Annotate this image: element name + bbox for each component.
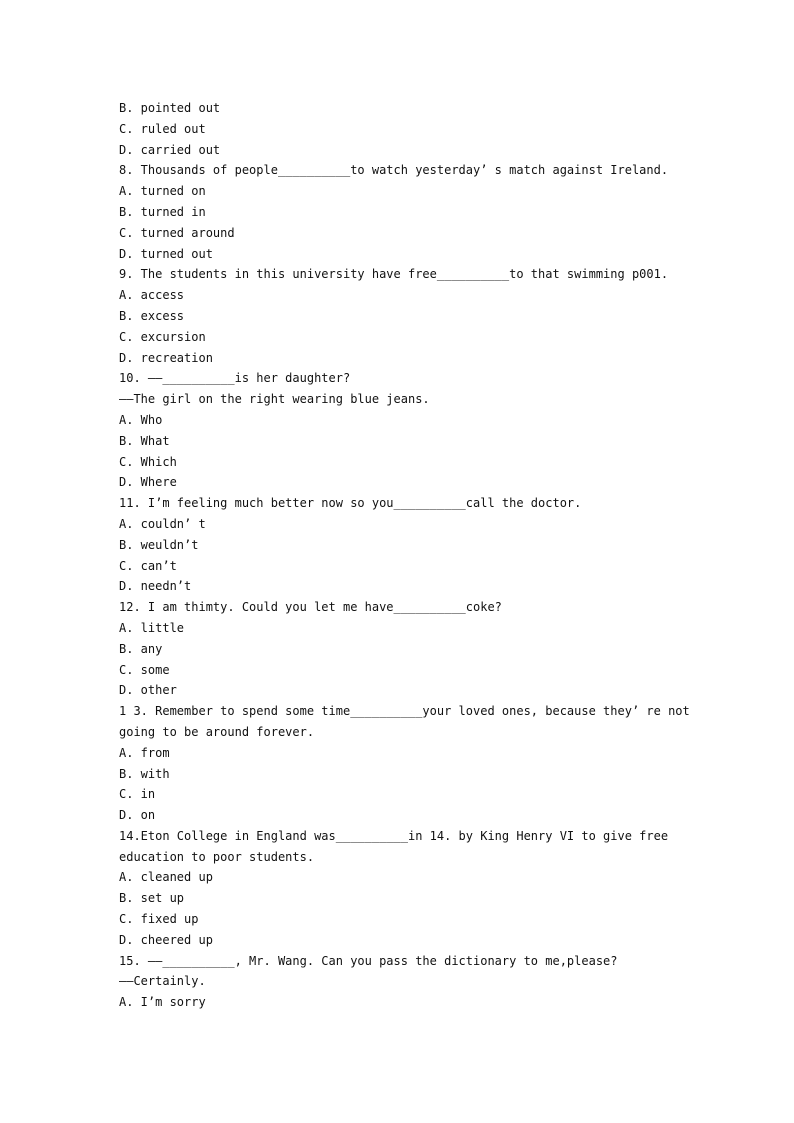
option-line: D. other bbox=[119, 683, 177, 698]
option-line: B. with bbox=[119, 766, 170, 781]
question-13: 1 3. Remember to spend some time__________your loved ones, because they’ re not bbox=[119, 704, 690, 719]
option-line: A. from bbox=[119, 745, 170, 760]
document-page bbox=[119, 98, 699, 1013]
question-14: 14.Eton College in England was__________in 14. by King Henry VI to give free bbox=[119, 828, 669, 843]
question-12: 12. I am thimty. Could you let me have__________coke? bbox=[119, 600, 502, 615]
option-line: C. in bbox=[119, 787, 156, 802]
question-8: 8. Thousands of people__________to watch yesterday’ s match against Ireland. bbox=[119, 163, 669, 178]
option-line: B. turned in bbox=[119, 204, 206, 219]
option-line: B. excess bbox=[119, 308, 185, 323]
option-line: C. ruled out bbox=[119, 121, 206, 136]
option-line: A. Who bbox=[119, 412, 163, 427]
question-15: 15. ——__________, Mr. Wang. Can you pass the dictionary to me,please? bbox=[119, 953, 618, 968]
option-line: B. any bbox=[119, 641, 163, 656]
option-line: D. turned out bbox=[119, 246, 213, 261]
option-line: A. couldn’ t bbox=[119, 516, 206, 531]
option-line: C. fixed up bbox=[119, 912, 199, 927]
option-line: A. little bbox=[119, 620, 185, 635]
option-line: C. turned around bbox=[119, 225, 235, 240]
option-line: D. carried out bbox=[119, 142, 221, 157]
question-11: 11. I’m feeling much better now so you__________call the doctor. bbox=[119, 496, 582, 511]
option-line: D. recreation bbox=[119, 350, 213, 365]
option-line: D. cheered up bbox=[119, 932, 213, 947]
question-13-continuation: going to be around forever. bbox=[119, 724, 315, 739]
question-9: 9. The students in this university have free__________to that swimming p001. bbox=[119, 267, 669, 282]
option-line: B. set up bbox=[119, 891, 185, 906]
option-line: C. Which bbox=[119, 454, 177, 469]
option-line: A. access bbox=[119, 288, 185, 303]
dialogue-line: ——The girl on the right wearing blue jeans. bbox=[119, 392, 430, 407]
option-line: B. What bbox=[119, 433, 170, 448]
option-line: D. on bbox=[119, 808, 156, 823]
option-line: C. can’t bbox=[119, 558, 177, 573]
option-line: B. pointed out bbox=[119, 101, 221, 115]
option-line: A. turned on bbox=[119, 184, 206, 199]
option-line: C. some bbox=[119, 662, 170, 677]
question-10: 10. ——__________is her daughter? bbox=[119, 371, 351, 386]
option-line: B. weuldn’t bbox=[119, 537, 199, 552]
option-line: D. needn’t bbox=[119, 579, 192, 594]
option-line: A. cleaned up bbox=[119, 870, 213, 885]
question-14-continuation: education to poor students. bbox=[119, 849, 315, 864]
option-line: A. I’m sorry bbox=[119, 995, 206, 1010]
dialogue-line: ——Certainly. bbox=[119, 974, 206, 989]
option-line: C. excursion bbox=[119, 329, 206, 344]
option-line: D. Where bbox=[119, 475, 177, 490]
